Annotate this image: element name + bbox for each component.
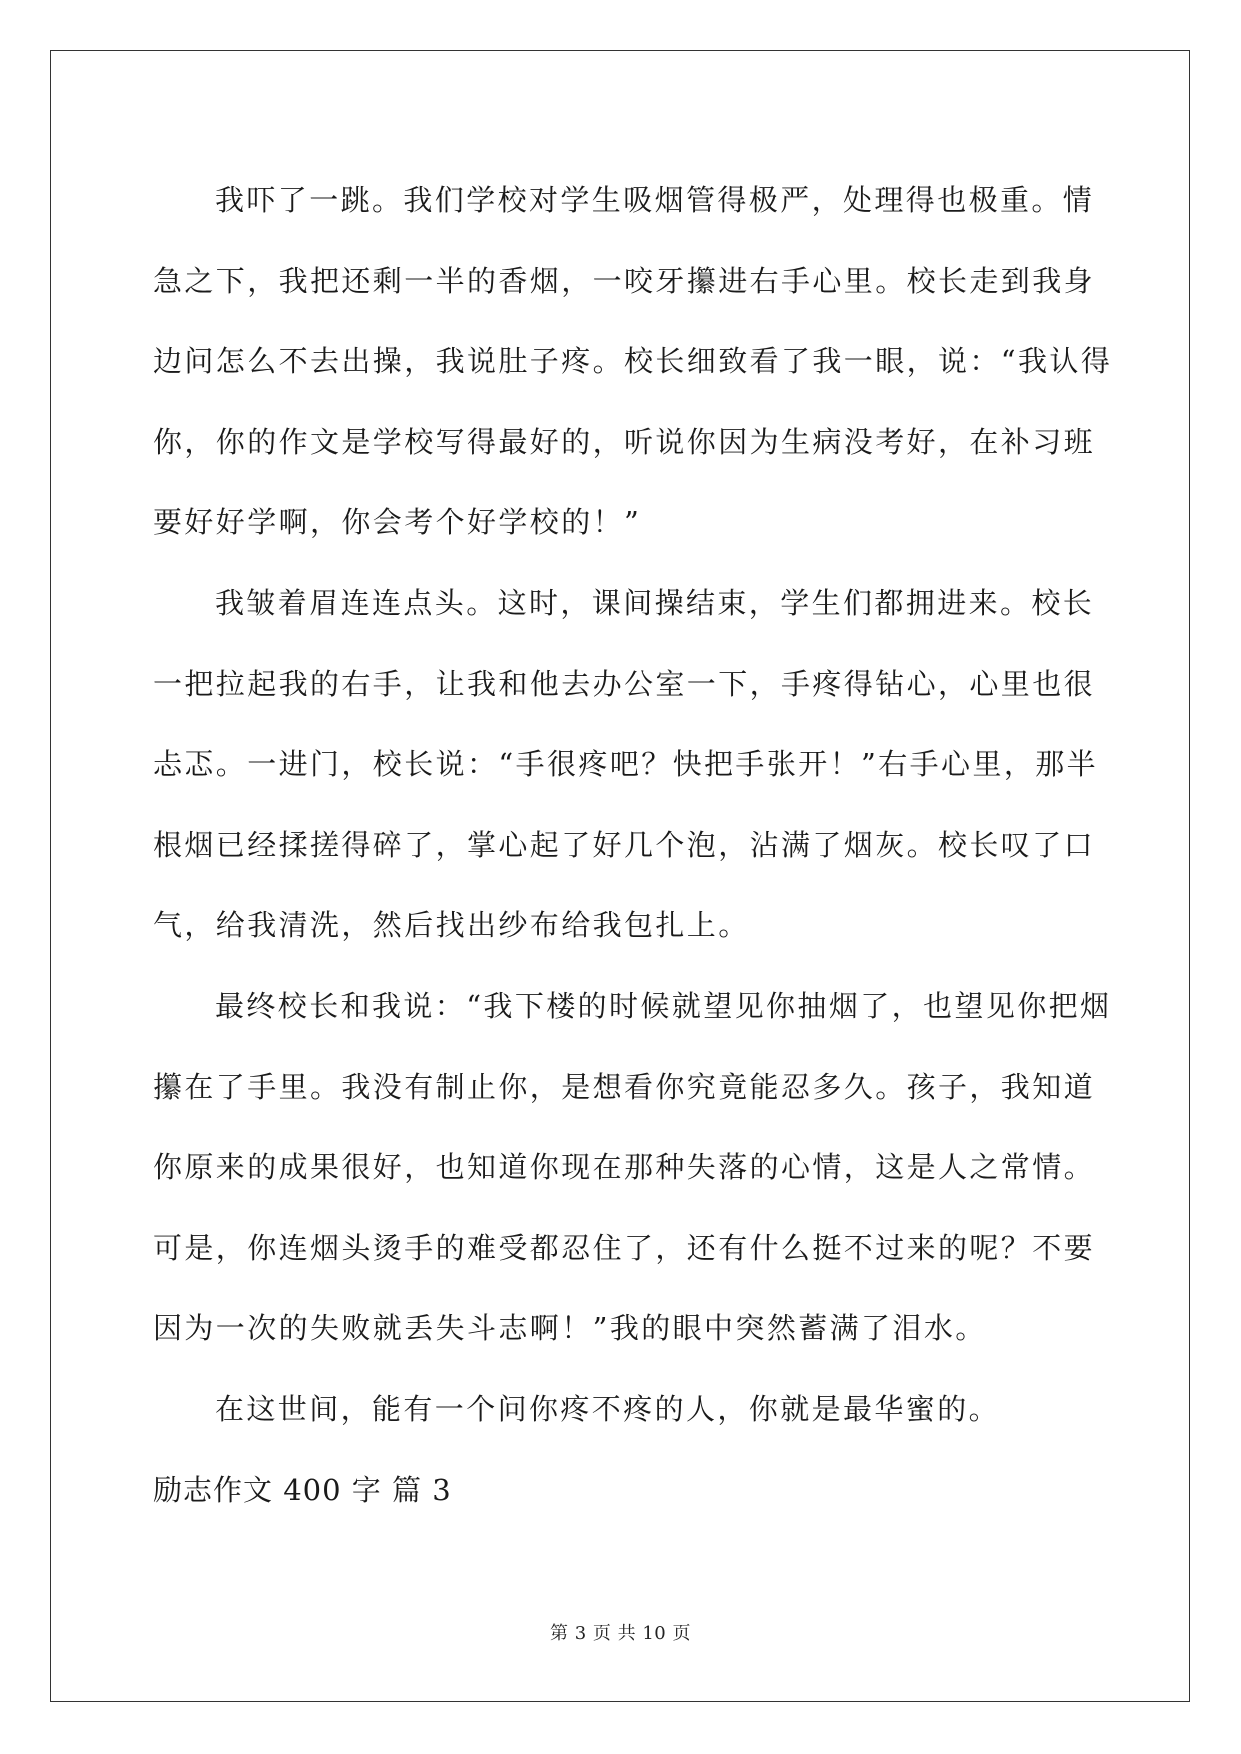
paragraph: 我吓了一跳。我们学校对学生吸烟管得极严，处理得也极重。情急之下，我把还剩一半的香烟，一咬牙攥进右手心里。校长走到我身边问怎么不去出操，我说肚子疼。校长细致看了我一眼，说：“我认得你，你的作文是学校写得最好的，听说你因为生病没考好，在补习班要好好学啊，你会考个好学校的！” bbox=[153, 183, 1113, 540]
paragraph: 最终校长和我说：“我下楼的时候就望见你抽烟了，也望见你把烟攥在了手里。我没有制止你，是想看你究竟能忍多久。孩子，我知道你原来的成果很好，也知道你现在那种失落的心情，这是人之常情。可是，你连烟头烫手的难受都忍住了，还有什么挺不过来的呢？不要因为一次的失败就丢失斗志啊！”我的眼中突然蓄满了泪水。 bbox=[153, 988, 1112, 1346]
paragraph: 我皱着眉连连点头。这时，课间操结束，学生们都拥进来。校长一把拉起我的右手，让我和他去办公室一下，手疼得钻心，心里也很忐忑。一进门，校长说：“手很疼吧？快把手张开！”右手心里，那半根烟已经揉搓得碎了，掌心起了好几个泡，沾满了烟灰。校长叹了口气，给我清洗，然后找出纱布给我包扎上。 bbox=[153, 585, 1099, 943]
paragraph: 在这世间，能有一个问你疼不疼的人，你就是最华蜜的。 bbox=[215, 1391, 1001, 1426]
document-body bbox=[153, 160, 1123, 1530]
page-footer: 第 3 页 共 10 页 bbox=[550, 1623, 691, 1644]
section-heading: 励志作文 400 字 篇 3 bbox=[153, 1472, 452, 1507]
